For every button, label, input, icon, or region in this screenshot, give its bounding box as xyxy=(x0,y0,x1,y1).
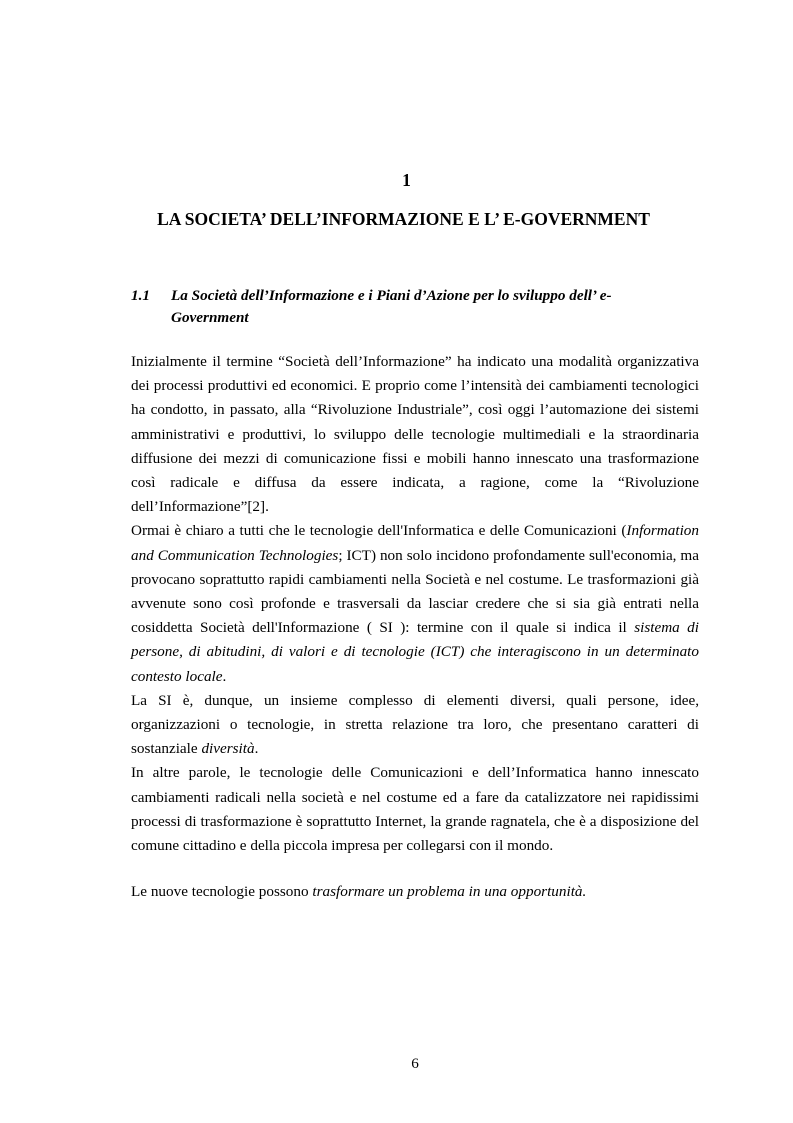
paragraph-2 xyxy=(131,519,699,688)
paragraph-4: In altre parole, le tecnologie delle Comunicazioni e dell’Informatica hanno innescato cambiamenti radicali nella società e nel costume ed a fare da catalizzatore nei rapidissimi processi di trasformazione è soprattutto Internet, la grande ragnatela, che è a disposizione del comune cittadino e della piccola impresa per collegarsi con il mondo. xyxy=(131,764,699,855)
section-number: 1.1 xyxy=(131,287,150,304)
section-heading xyxy=(131,285,671,329)
paragraph-3-part-a: La SI è, dunque, un insieme complesso di elementi diversi, quali persone, idee, organizzazioni o tecnologie, in stretta relazione tra loro, che presentano caratteri di sostanziale xyxy=(131,691,699,758)
paragraph-5-part-a: Le nuove tecnologie possono xyxy=(131,883,313,900)
body-text xyxy=(131,350,699,858)
paragraph-3-part-c: . xyxy=(254,740,259,758)
chapter-title: LA SOCIETA’ DELL’INFORMAZIONE E L’ E-GOVERNMENT xyxy=(157,209,650,229)
paragraph-1: Inizialmente il termine “Società dell’Informazione” ha indicato una modalità organizzativa dei processi produttivi ed economici. E proprio come l’intensità dei cambiamenti tecnologici ha condotto, in passato, alla “Rivoluzione Industriale”, così oggi l’automazione dei sistemi amministrativi e produttivi, lo sviluppo delle tecnologie multimediali e la straordinaria diffusione dei mezzi di comunicazione fissi e mobili hanno innescato una trasformazione così radicale e diffusa da essere indicata, a ragione, come la “Rivoluzione dell’Informazione”[2]. xyxy=(131,353,699,516)
paragraph-2-part-e: . xyxy=(222,667,227,685)
page-number: 6 xyxy=(411,1055,419,1072)
chapter-number: 1 xyxy=(402,170,411,190)
paragraph-2-italic-definition: sistema di persone, di abitudini, di valori e di tecnologie (ICT) che interagiscono in un determinato contesto locale xyxy=(131,619,699,685)
paragraph-2-part-c: ; ICT) non solo incidono profondamente sull'economia, ma provocano soprattutto rapidi cambiamenti nella Società e nel costume. Le trasformazioni già avvenute sono così profonde e trasversali da lasciar credere che si sia già entrati nella cosiddetta Società dell'Informazione ( SI ): termine con il quale si indica il xyxy=(131,546,699,637)
closing-paragraph xyxy=(131,880,699,904)
paragraph-2-part-a: Ormai è chiaro a tutti che le tecnologie dell'Informatica e delle Comunicazioni ( xyxy=(131,522,627,540)
section-title: La Società dell’Informazione e i Piani d’Azione per lo sviluppo dell’ e-Government xyxy=(171,287,612,326)
paragraph-5 xyxy=(131,880,699,904)
paragraph-5-italic: trasformare un problema in una opportunità. xyxy=(312,883,587,900)
paragraph-3-italic-diversita: diversità xyxy=(201,740,255,758)
paragraph-3 xyxy=(131,689,699,762)
paragraph-2-italic-ict: Information and Communication Technologies xyxy=(131,522,699,564)
